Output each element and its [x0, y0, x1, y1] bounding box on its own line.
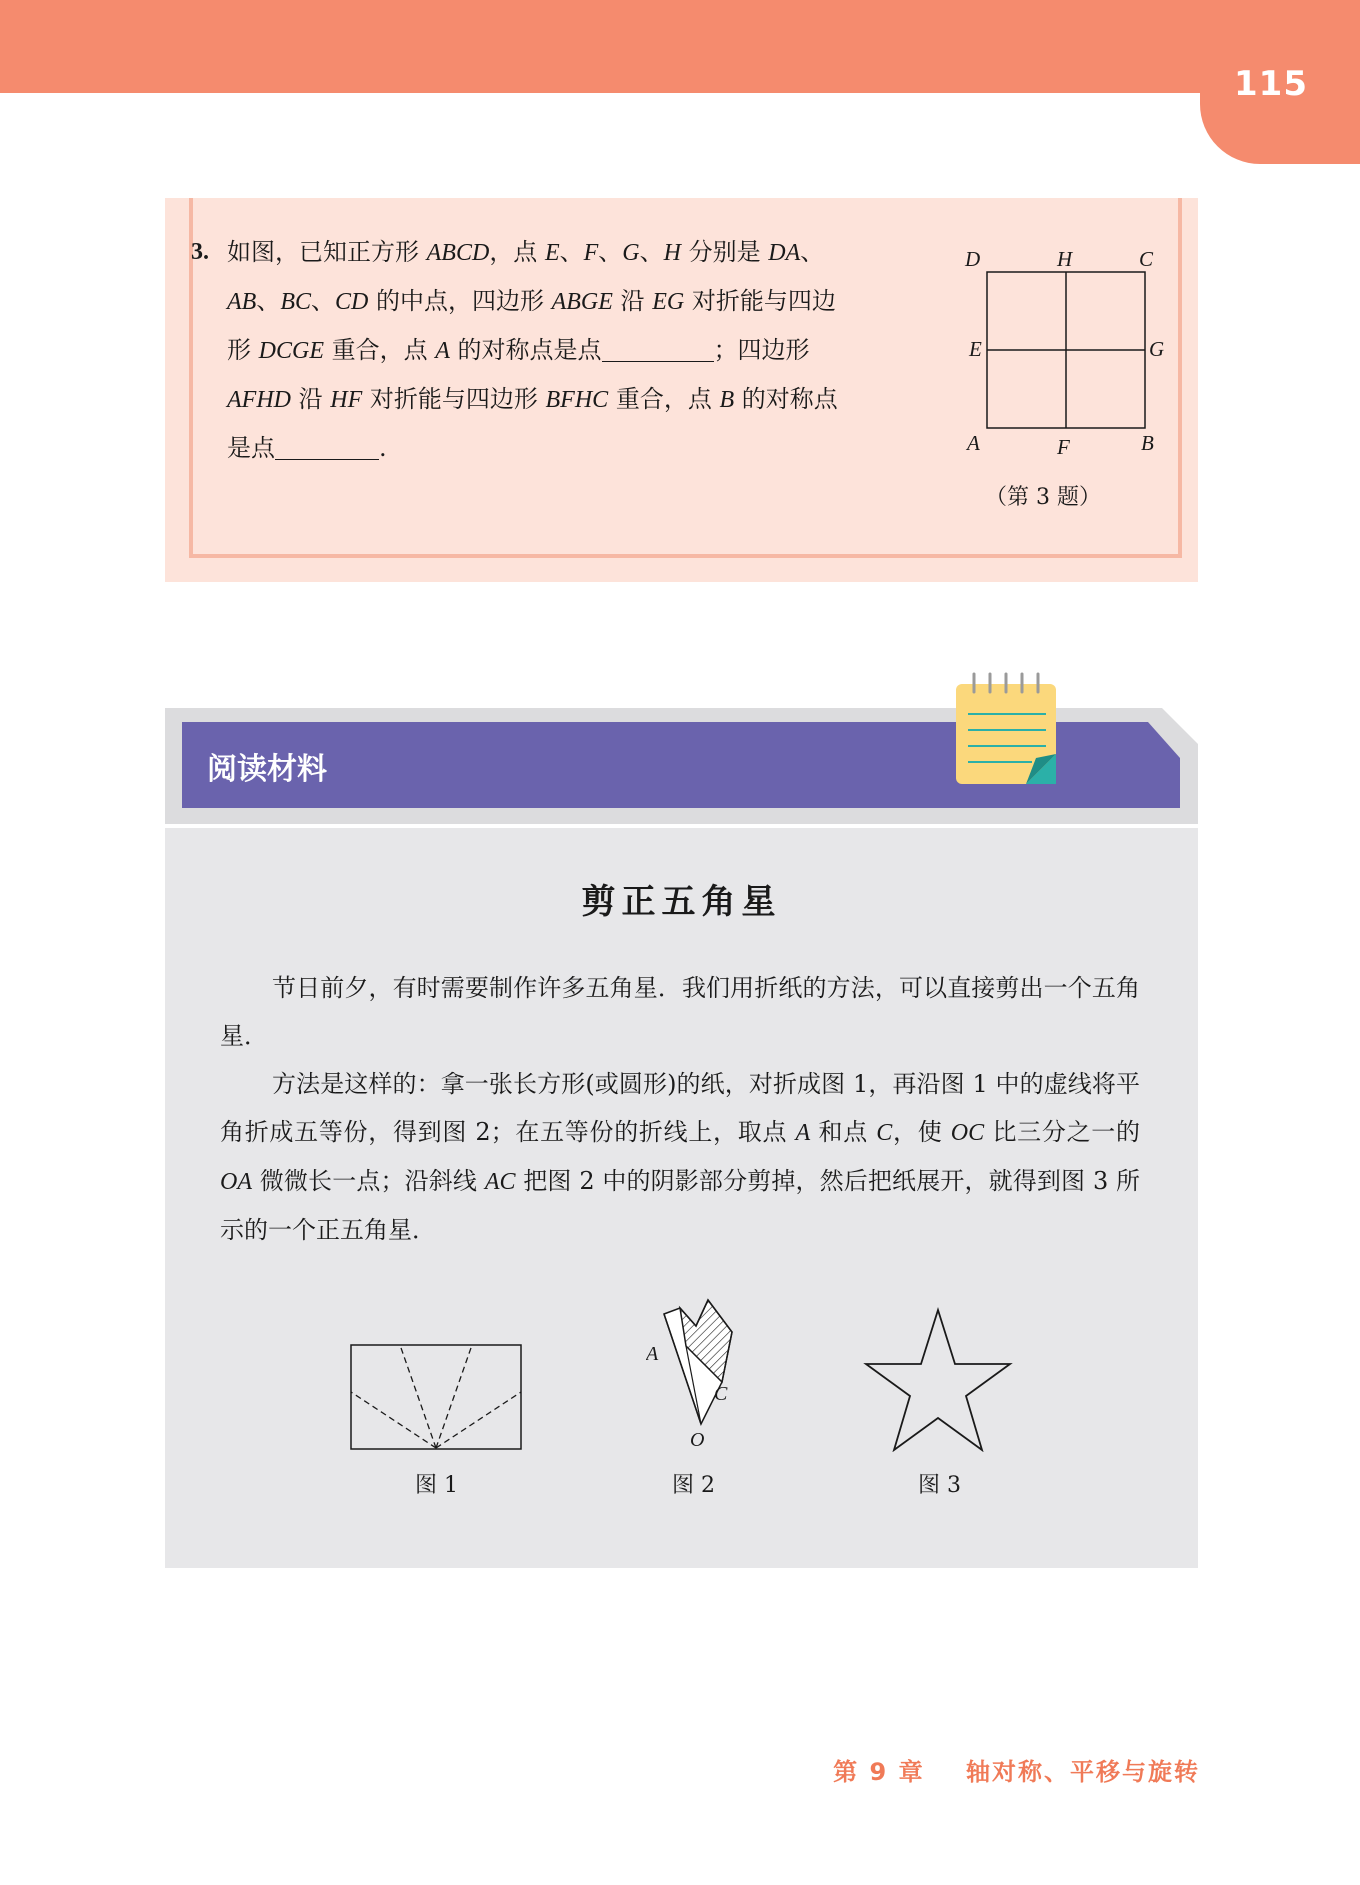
text-run: 重合，点: [323, 336, 436, 364]
text-run: 、: [559, 238, 584, 266]
text-run: ，点: [489, 238, 545, 266]
fig2-label-a: A: [646, 1343, 659, 1365]
square-figure: [935, 238, 1165, 478]
math-var: B: [719, 387, 735, 413]
notepad-icon: [952, 670, 1062, 790]
text-run: ；四边形: [713, 336, 810, 364]
math-var: AC: [484, 1169, 516, 1195]
math-var: A: [795, 1120, 811, 1146]
label-h: H: [1057, 247, 1073, 271]
fig2-label-c: C: [714, 1383, 728, 1405]
text-run: 方法是这样的：拿一张长方形(或圆形)的纸，对折成图 1，再沿图 1 中的虚线将平角折成五等份，得到图 2；在五等份的折线上，取点: [220, 1070, 1140, 1146]
math-var: DA: [768, 240, 801, 266]
math-var: ABCD: [426, 240, 490, 266]
math-var: F: [583, 240, 599, 266]
label-e: E: [969, 337, 982, 361]
math-var: E: [544, 240, 560, 266]
math-var: ABGE: [551, 289, 613, 315]
math-var: DCGE: [258, 338, 324, 364]
text-run: 形: [227, 336, 259, 364]
text-run: 对折能与四边形: [362, 385, 546, 413]
text-run: 、: [256, 287, 281, 315]
text-run: 如图，已知正方形: [227, 238, 427, 266]
math-var: CD: [335, 289, 369, 315]
text-run: 和点: [810, 1118, 877, 1146]
figure-3-star: [862, 1306, 1014, 1452]
figure-2-folded-wedge: [646, 1296, 746, 1456]
math-var: BFHC: [545, 387, 609, 413]
text-run: 分别是: [680, 238, 769, 266]
math-var: EG: [652, 289, 685, 315]
fig2-label-o: O: [690, 1429, 705, 1451]
answer-blank-2[interactable]: [275, 433, 379, 460]
text-run: 、: [800, 238, 825, 266]
label-d: D: [965, 247, 981, 271]
text-run: 沿: [290, 385, 331, 413]
figure-caption: （第 3 题）: [985, 485, 1101, 510]
figure-2-caption: 图 2: [672, 1473, 715, 1498]
math-var: BC: [280, 289, 311, 315]
math-var: AFHD: [227, 387, 291, 413]
math-var: HF: [330, 387, 363, 413]
text-run: 的对称点: [734, 385, 838, 413]
text-run: 是点: [227, 434, 275, 462]
text-run: ，使: [892, 1118, 951, 1146]
reading-title: 剪正五角星: [581, 882, 782, 922]
label-f: F: [1057, 435, 1070, 459]
chapter-number: 第 9 章: [833, 1758, 925, 1786]
math-var: A: [435, 338, 450, 364]
text-run: 、: [639, 238, 664, 266]
math-var: H: [663, 240, 681, 266]
chapter-title: 轴对称、平移与旋转: [966, 1758, 1200, 1786]
reading-label: 阅读材料: [207, 752, 327, 787]
label-g: G: [1149, 337, 1165, 361]
reading-body: [220, 964, 1140, 1254]
math-var: G: [622, 240, 640, 266]
text-run: 把图 2 中的阴影部分剪掉，然后把纸展开，就得到图 3 所示的一个正五角星．: [220, 1167, 1141, 1244]
text-run: 的中点，四边形: [368, 287, 552, 315]
chapter-footer: [833, 1752, 1200, 1787]
header-band: [0, 0, 1360, 93]
math-var: C: [876, 1120, 893, 1146]
reading-divider: [165, 824, 1198, 828]
label-c: C: [1139, 247, 1154, 271]
text-run: 、: [311, 287, 335, 315]
text-run: 重合，点: [608, 385, 720, 413]
label-a: A: [967, 431, 980, 455]
text-run: 、: [598, 238, 623, 266]
exercise-number: 3.: [191, 239, 209, 265]
answer-blank-1[interactable]: [602, 335, 714, 362]
text-run: 比三分之一的: [984, 1118, 1140, 1146]
text-run: 的对称点是点: [449, 336, 602, 364]
text-run: 微微长一点；沿斜线: [252, 1167, 485, 1195]
math-var: OC: [950, 1120, 985, 1146]
text-run: .: [379, 434, 387, 462]
figure-3-caption: 图 3: [918, 1473, 961, 1498]
text-run: 对折能与四边: [684, 287, 836, 315]
figure-1-folded-rectangle: [350, 1344, 522, 1450]
paragraph-1: 节日前夕，有时需要制作许多五角星．我们用折纸的方法，可以直接剪出一个五角星．: [220, 974, 1140, 1050]
math-var: OA: [220, 1169, 252, 1195]
label-b: B: [1141, 431, 1154, 455]
paragraph-2: [220, 1060, 1140, 1254]
exercise-box: [165, 198, 1198, 582]
page-number: 115: [1234, 64, 1308, 104]
figure-1-caption: 图 1: [415, 1473, 458, 1498]
text-run: 沿: [612, 287, 653, 315]
exercise-text: [191, 228, 939, 472]
math-var: AB: [227, 289, 257, 315]
